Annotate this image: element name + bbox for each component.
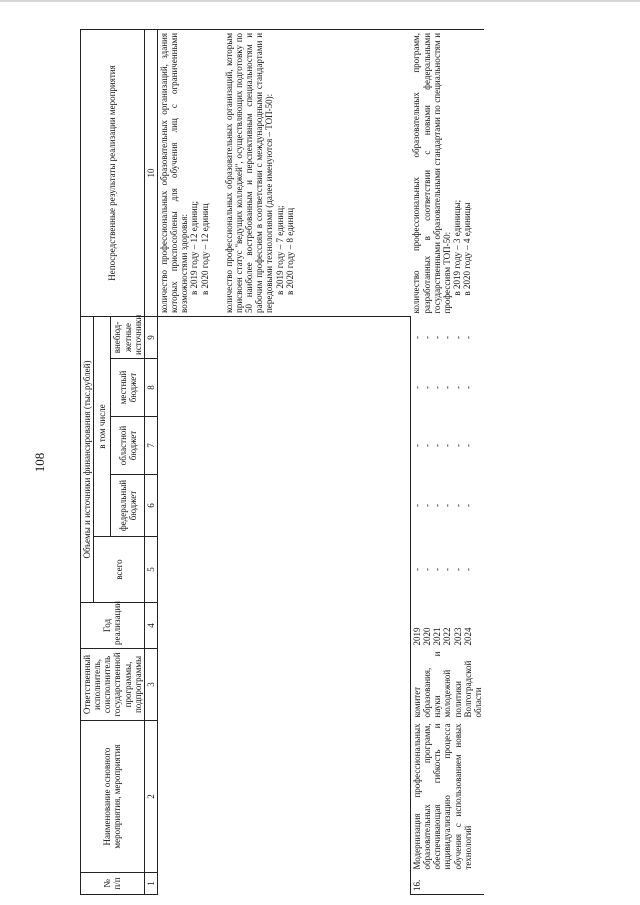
header-federal: федеральный бюджет xyxy=(111,475,144,537)
column-number: 9 xyxy=(144,316,157,358)
continuation-empty xyxy=(157,316,410,894)
header-local: местный бюджет xyxy=(111,359,144,417)
page-number: 108 xyxy=(32,452,47,473)
row-years: 2019 2020 2021 2022 2023 2024 xyxy=(410,603,484,649)
row-name: Модернизация профессиональных образовательных программ, обеспечивающая гибкость и индивидуализацию процесса обучения с использованием новых технологий xyxy=(410,721,484,873)
row-federal: - - - - - - xyxy=(410,475,484,537)
header-regional: областной бюджет xyxy=(111,417,144,475)
continuation-results xyxy=(157,29,410,316)
header-name: Наименование основного мероприятия, мероприятия xyxy=(81,721,145,873)
scan-edge-line xyxy=(0,0,640,2)
column-number: 6 xyxy=(144,475,157,537)
column-number: 5 xyxy=(144,537,157,603)
row-number: 16. xyxy=(410,873,484,895)
funding-table xyxy=(80,29,484,895)
table-row-continuation xyxy=(157,29,410,894)
row-extra: - - - - - - xyxy=(410,316,484,358)
column-number: 8 xyxy=(144,359,157,417)
row-regional: - - - - - - xyxy=(410,417,484,475)
header-funding: Объемы и источники финансирования (тыс.рублей) xyxy=(81,316,94,602)
result-block: количество профессиональных образовательных организаций, здания которых приспособлены для обучения лиц с ограниченными возможностями здоровья: в 2019 году – 12 единиц; в 2020 году – 12 единиц xyxy=(158,32,210,313)
column-number: 7 xyxy=(144,417,157,475)
header-no: № п/п xyxy=(81,873,145,895)
row-results: количество профессиональных образовательных программ, разработанных в соответствии с новыми федеральными государственными образовательными стандартами по специальностям и профессиям ТОП-50: в 2019 году – 3 единицы; в 2020 году – 4 единицы xyxy=(410,29,484,316)
column-number-row xyxy=(144,29,157,894)
column-number: 4 xyxy=(144,603,157,649)
row-total: - - - - - - xyxy=(410,537,484,603)
column-number: 1 xyxy=(144,873,157,895)
row-local: - - - - - - xyxy=(410,359,484,417)
result-block: количество профессиональных образовательных организаций, которым присвоен статус "ведущих колледжей", осуществляющих подготовку по 50 наиболее востребованным и перспективным специальностям и рабочим профессиям в соответствии с международными стандартами и передовыми технологиями (далее именуются – ТОП-50): в 2019 году – 7 единиц; в 2020 году – 8 единиц xyxy=(223,32,295,313)
column-number: 3 xyxy=(144,649,157,721)
column-number: 10 xyxy=(144,29,157,316)
header-executor: Ответственный исполнитель, соисполнитель государственной программы, подпрограммы xyxy=(81,649,145,721)
row-executor: комитет образования, науки и молодежной политики Волгоградской области xyxy=(410,649,484,721)
column-number: 2 xyxy=(144,721,157,873)
header-year: Год реализации xyxy=(81,603,145,649)
header-results: Непосредственные результаты реализации мероприятия xyxy=(81,29,145,316)
header-including: в том числе xyxy=(94,316,111,536)
table-row xyxy=(410,29,484,894)
rotated-page xyxy=(32,30,610,895)
header-extra: внебюд-жетные источники xyxy=(111,316,144,358)
header-total: всего xyxy=(94,537,145,603)
